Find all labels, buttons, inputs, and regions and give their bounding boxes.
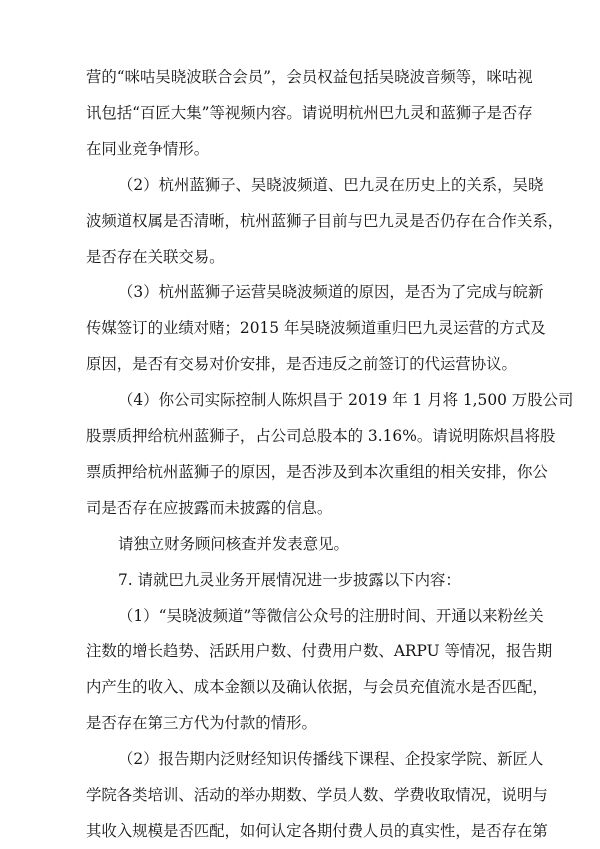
text-line: 波频道权属是否清晰，杭州蓝狮子目前与巴九灵是否仍存在合作关系， — [86, 212, 564, 230]
text-line: 是否存在关联交易。 — [86, 248, 225, 266]
text-line: （2）杭州蓝狮子、吴晓波频道、巴九灵在历史上的关系，吴晓 — [118, 176, 544, 194]
text-line: 请独立财务顾问核查并发表意见。 — [118, 535, 349, 553]
text-line: （1）“吴晓波频道”等微信公众号的注册时间、开通以来粉丝关 — [118, 607, 544, 625]
text-line: 在同业竞争情形。 — [86, 140, 210, 158]
text-line: 其收入规模是否匹配，如何认定各期付费人员的真实性，是否存在第 — [86, 822, 548, 840]
text-line: 营的“咪咕吴晓波联合会员”，会员权益包括吴晓波音频等，咪咕视 — [86, 68, 533, 86]
text-line: 原因，是否有交易对价安排，是否违反之前签订的代运营协议。 — [86, 355, 517, 373]
text-line: 讯包括“百匠大集”等视频内容。请说明杭州巴九灵和蓝狮子是否存 — [86, 104, 533, 122]
text-line: 内产生的收入、成本金额以及确认依据，与会员充值流水是否匹配， — [86, 678, 548, 696]
text-line: 学院各类培训、活动的举办期数、学员人数、学费收取情况，说明与 — [86, 786, 548, 804]
text-line: （2）报告期内泛财经知识传播线下课程、企投家学院、新匠人 — [118, 750, 544, 768]
text-line: 票质押给杭州蓝狮子的原因，是否涉及到本次重组的相关安排，你公 — [86, 463, 548, 481]
text-line: 司是否存在应披露而未披露的信息。 — [86, 499, 333, 517]
section-heading: 7. 请就巴九灵业务开展情况进一步披露以下内容： — [118, 571, 461, 589]
text-line: 传媒签订的业绩对赌；2015 年吴晓波频道重归巴九灵运营的方式及 — [86, 319, 546, 337]
text-line: 是否存在第三方代为付款的情形。 — [86, 714, 317, 732]
text-line: 股票质押给杭州蓝狮子，占公司总股本的 3.16%。请说明陈炽昌将股 — [86, 427, 556, 445]
text-line: （3）杭州蓝狮子运营吴晓波频道的原因，是否为了完成与皖新 — [118, 283, 544, 301]
text-line: （4）你公司实际控制人陈炽昌于 2019 年 1 月将 1,500 万股公司 — [118, 391, 574, 409]
text-line: 注数的增长趋势、活跃用户数、付费用户数、ARPU 等情况，报告期 — [86, 642, 553, 660]
